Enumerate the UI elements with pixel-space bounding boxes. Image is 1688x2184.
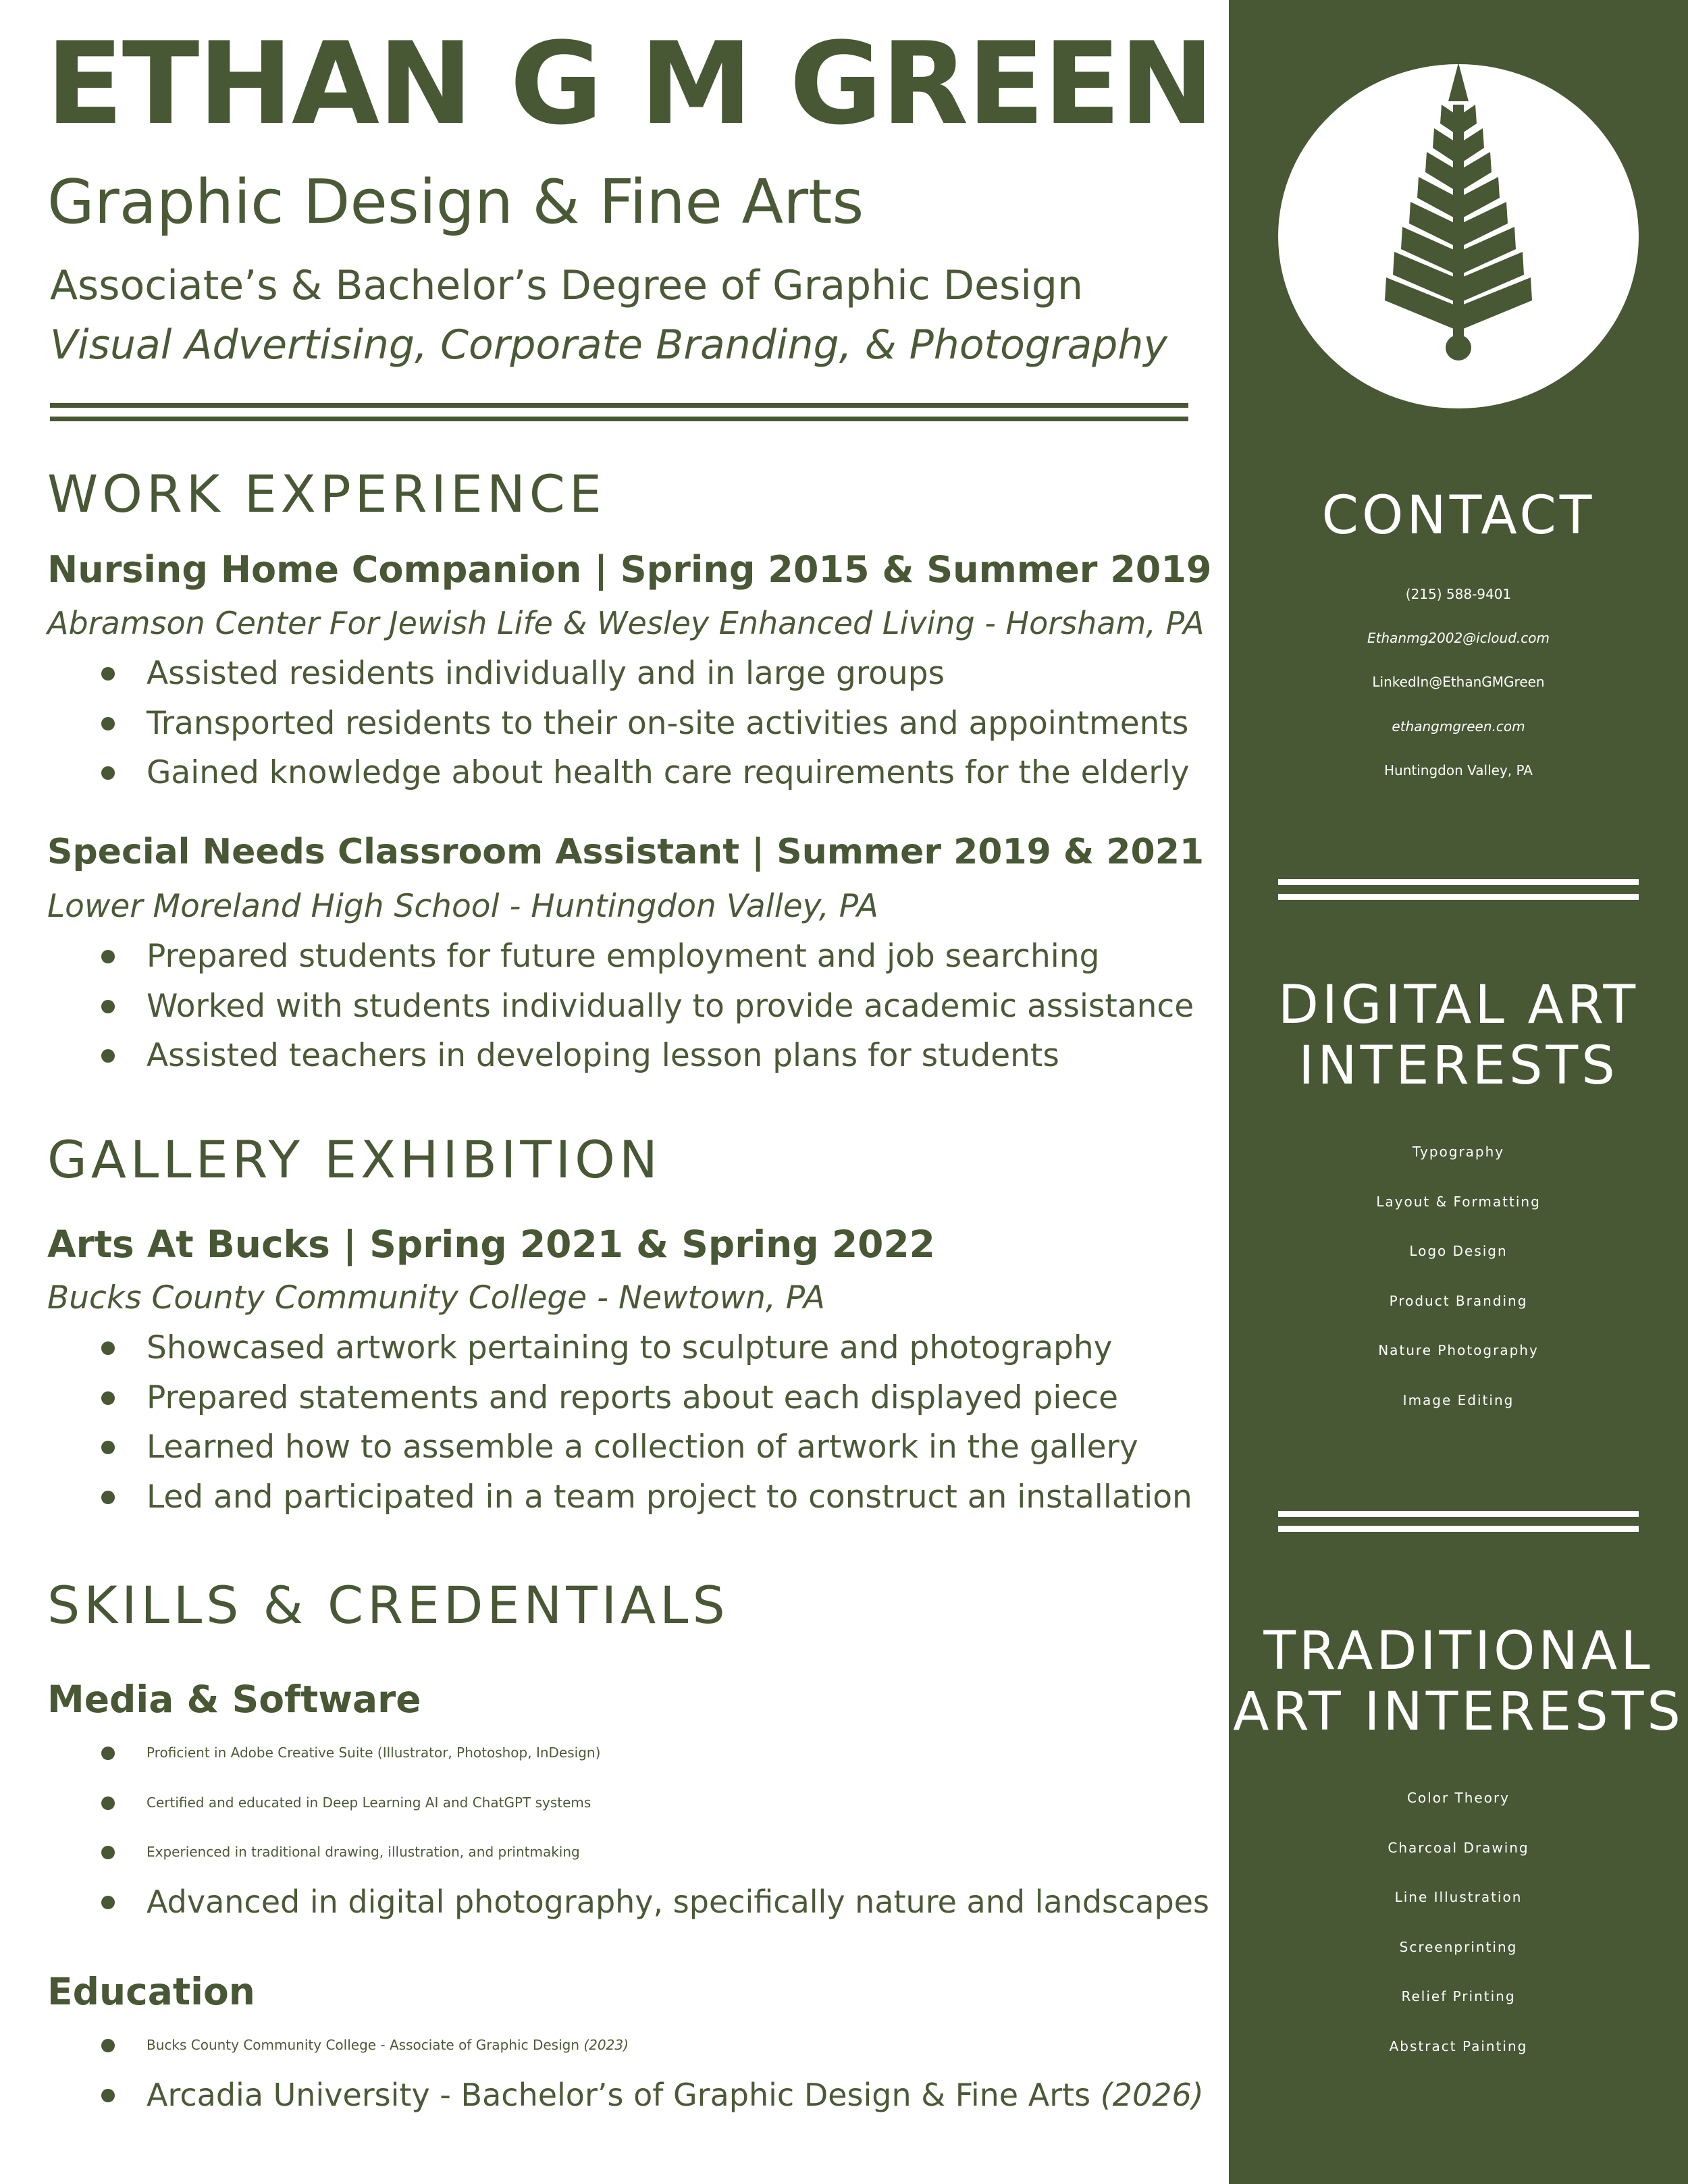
sidebar-divider — [1278, 1526, 1639, 1532]
applicant-name: ETHAN G M GREEN — [46, 18, 1213, 150]
bullet-dot-icon — [101, 2039, 115, 2052]
bullet-item: Assisted residents individually and in large groups — [98, 649, 1190, 699]
bullet-dot-icon — [101, 2089, 115, 2102]
bullet-item: Worked with students individually to provide academic assistance — [98, 982, 1194, 1032]
degree-line: Associate’s & Bachelor’s Degree of Graphic Design — [50, 262, 1083, 309]
job-title: Special Needs Classroom Assistant | Summer 2019 & 2021 — [47, 832, 1205, 872]
resume-sidebar — [1229, 0, 1688, 2184]
interest-item: Product Branding — [1389, 1292, 1528, 1309]
bullet-dot-icon — [101, 1000, 115, 1013]
sidebar-divider — [1278, 1511, 1639, 1517]
bullet-item: Arcadia University - Bachelor’s of Graphic Design & Fine Arts (2026) — [98, 2071, 1204, 2121]
media-software-heading: Media & Software — [47, 1678, 421, 1721]
bullet-item: Advanced in digital photography, specifically nature and landscapes — [98, 1877, 1209, 1927]
bullet-item: Proficient in Adobe Creative Suite (Illustrator, Photoshop, InDesign) — [98, 1728, 1209, 1778]
bullet-dot-icon — [101, 766, 115, 780]
bullet-dot-icon — [101, 1441, 115, 1454]
contact-linkedin[interactable]: LinkedIn@EthanGMGreen — [1372, 674, 1545, 690]
interest-item: Logo Design — [1409, 1243, 1508, 1259]
job-bullet-list — [98, 649, 1190, 798]
tagline: Graphic Design & Fine Arts — [47, 167, 864, 238]
digital-art-interests-heading: DIGITAL ART INTERESTS — [1277, 975, 1639, 1096]
bullet-item: Prepared students for future employment and job searching — [98, 932, 1194, 982]
bullet-dot-icon — [101, 1491, 115, 1504]
bullet-item: Assisted teachers in developing lesson plans for students — [98, 1031, 1194, 1081]
interest-item: Nature Photography — [1378, 1342, 1539, 1358]
pine-tree-icon — [1278, 64, 1639, 408]
bullet-item: Showcased artwork pertaining to sculpture and photography — [98, 1323, 1192, 1373]
bullet-dot-icon — [101, 717, 115, 730]
bullet-item: Led and participated in a team project to construct an installation — [98, 1472, 1192, 1522]
job-bullet-list — [98, 932, 1194, 1081]
interest-item: Charcoal Drawing — [1388, 1839, 1529, 1856]
job-place: Abramson Center For Jewish Life & Wesley Enhanced Living - Horsham, PA — [47, 605, 1205, 641]
contact-website[interactable]: ethangmgreen.com — [1392, 718, 1525, 735]
focus-line: Visual Advertising, Corporate Branding, & Photography — [50, 321, 1167, 369]
bullet-dot-icon — [101, 1846, 115, 1859]
bullet-item: Transported residents to their on-site activities and appointments — [98, 699, 1190, 749]
bullet-dot-icon — [101, 1896, 115, 1909]
bullet-dot-icon — [101, 1796, 115, 1810]
gallery-exhibition-heading: GALLERY EXHIBITION — [47, 1129, 662, 1190]
traditional-art-interests-list — [1229, 1774, 1688, 2071]
interest-item: Image Editing — [1402, 1391, 1514, 1408]
skills-bullet-list — [98, 1728, 1209, 1927]
sidebar-divider — [1278, 894, 1639, 900]
bullet-dot-icon — [101, 1049, 115, 1063]
education-bullet-list — [98, 2021, 1204, 2120]
contact-phone[interactable]: (215) 588-9401 — [1405, 586, 1512, 602]
bullet-dot-icon — [101, 1747, 115, 1760]
bullet-dot-icon — [101, 1391, 115, 1405]
traditional-art-interests-heading: TRADITIONAL ART INTERESTS — [1233, 1621, 1684, 1742]
job-title: Nursing Home Companion | Spring 2015 & Summer 2019 — [47, 548, 1212, 591]
work-experience-heading: WORK EXPERIENCE — [47, 464, 606, 524]
interest-item: Color Theory — [1406, 1790, 1510, 1806]
education-heading: Education — [47, 1970, 255, 2013]
skills-credentials-heading: SKILLS & CREDENTIALS — [47, 1575, 729, 1635]
bullet-dot-icon — [101, 1341, 115, 1355]
contact-heading: CONTACT — [1321, 485, 1595, 546]
header-divider-bottom — [50, 417, 1188, 421]
interest-item: Typography — [1412, 1144, 1505, 1160]
bullet-dot-icon — [101, 667, 115, 681]
bullet-item: Certified and educated in Deep Learning AI and ChatGPT systems — [98, 1778, 1209, 1828]
bullet-dot-icon — [101, 950, 115, 963]
bullet-item: Experienced in traditional drawing, illustration, and printmaking — [98, 1828, 1209, 1877]
bullet-item: Prepared statements and reports about each displayed piece — [98, 1373, 1192, 1423]
sidebar-divider — [1278, 879, 1639, 885]
exhibition-title: Arts At Bucks | Spring 2021 & Spring 2022 — [47, 1223, 935, 1266]
bullet-item: Learned how to assemble a collection of artwork in the gallery — [98, 1422, 1192, 1472]
contact-email[interactable]: Ethanmg2002@icloud.com — [1367, 630, 1550, 646]
interest-item: Abstract Painting — [1389, 2037, 1528, 2054]
digital-art-interests-list — [1229, 1127, 1688, 1425]
exhibition-bullet-list — [98, 1323, 1192, 1522]
header-divider-top — [50, 403, 1188, 408]
job-place: Lower Moreland High School - Huntingdon Valley, PA — [47, 888, 878, 925]
contact-location: Huntingdon Valley, PA — [1384, 762, 1533, 778]
interest-item: Layout & Formatting — [1376, 1193, 1541, 1210]
logo-badge — [1278, 64, 1639, 408]
interest-item: Screenprinting — [1399, 1938, 1518, 1955]
bullet-item: Bucks County Community College - Associate of Graphic Design (2023) — [98, 2021, 1204, 2071]
interest-item: Relief Printing — [1401, 1988, 1516, 2004]
interest-item: Line Illustration — [1394, 1889, 1523, 1905]
exhibition-place: Bucks County Community College - Newtown, PA — [47, 1279, 825, 1316]
bullet-item: Gained knowledge about health care requirements for the elderly — [98, 748, 1190, 798]
